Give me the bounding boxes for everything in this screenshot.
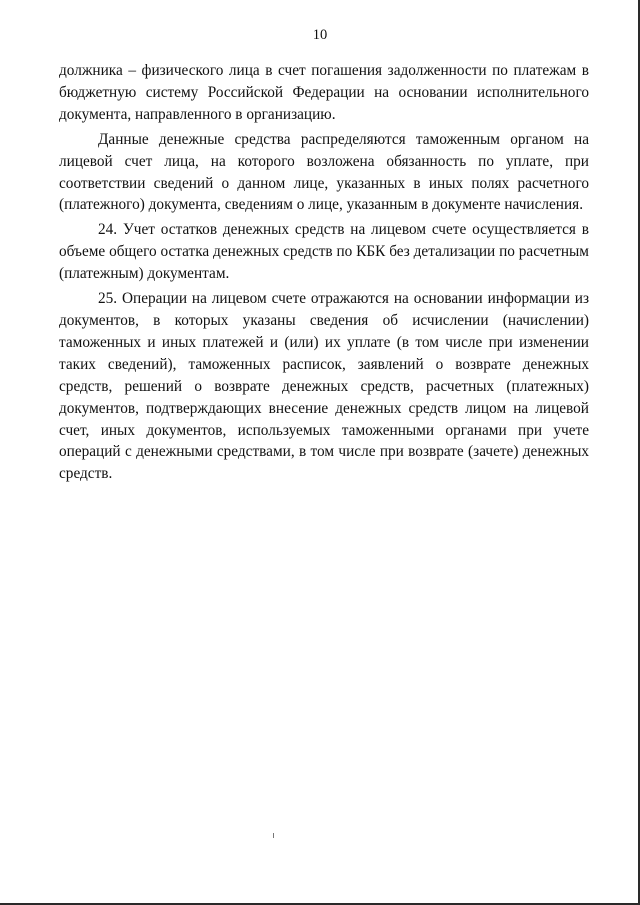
paragraph-item-24: 24. Учет остатков денежных средств на лицевом счете осуществляется в объеме общего остатка денежных средств по КБК без детализации по расчетным (платежным) документам.: [59, 221, 589, 283]
paragraph-distribution: Данные денежные средства распределяются таможенным органом на лицевой счет лица, на которого возложена обязанность по уплате, при соответствии сведений о данном лице, указанных в иных полях расчетного (платежного) документа, сведениям о лице, указанным в документе начисления.: [59, 130, 589, 214]
scan-speck: [273, 833, 274, 838]
paragraph-continuation: должника – физического лица в счет погашения задолженности по платежам в бюджетную систему Российской Федерации на основании исполнительного документа, направленного в организацию.: [59, 62, 589, 123]
page-number: 10: [312, 27, 328, 43]
paragraph-item-25: 25. Операции на лицевом счете отражаются на основании информации из документов, в которых указаны сведения об исчислении (начислении) таможенных и иных платежей и (или) их уплате (в том числе при изменении таких сведений), таможенных расписок, заявлений о возврате денежных средств, решений о возврате денежных средств, расчетных (платежных) документов, подтверждающих внесение денежных средств лицом на лицевой счет, иных документов, используемых таможенными органами при учете операций с денежными средствами, в том числе при возврате (зачете) денежных средств.: [59, 290, 589, 483]
document-body: [59, 60, 589, 488]
